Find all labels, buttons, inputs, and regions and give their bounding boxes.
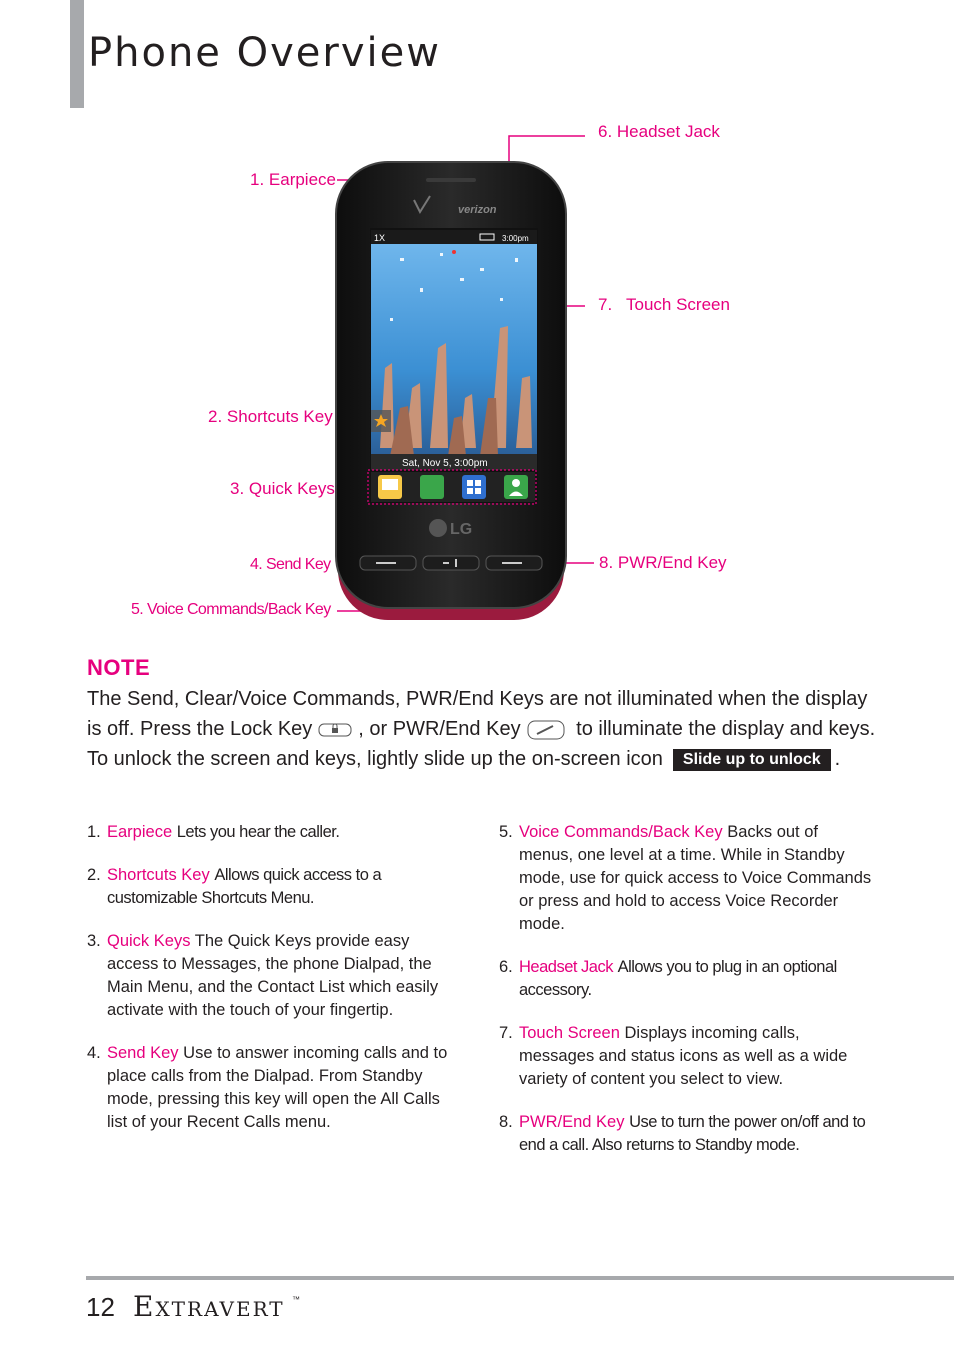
- item-name: Touch Screen: [519, 1024, 620, 1042]
- list-item: [499, 1022, 874, 1091]
- item-number: 5.: [499, 823, 513, 841]
- items-left-column: [87, 821, 457, 1154]
- item-name: Send Key: [107, 1044, 179, 1062]
- list-item: [499, 1111, 874, 1157]
- status-signal: 1X: [374, 233, 386, 243]
- callout-pwr-end-key: 8. PWR/End Key: [599, 553, 727, 572]
- trademark-symbol: ™: [292, 1295, 300, 1304]
- item-description: Displays incoming calls, messages and status icons as well as a wide variety of content you select to view.: [519, 1024, 848, 1088]
- note-text-part3: to illuminate the display and keys. To unlock the screen and keys, lightly slide up the on-screen icon: [87, 718, 876, 770]
- slide-to-unlock-badge: Slide up to unlock: [673, 749, 831, 771]
- item-number: 4.: [87, 1044, 101, 1062]
- item-number: 7.: [499, 1024, 513, 1042]
- carrier-logo: verizon: [458, 204, 497, 216]
- item-name: Earpiece: [107, 823, 173, 841]
- screen-date: Sat, Nov 5, 3:00pm: [402, 458, 488, 469]
- lock-key-icon: [318, 722, 352, 738]
- item-description: Backs out of menus, one level at a time. While in Standby mode, use for quick access to Voice Commands or press and hold to access Voice Recorder mode.: [519, 823, 872, 933]
- phone-brand: LG: [450, 521, 473, 538]
- list-item: [499, 956, 874, 1002]
- note-text-part4: .: [834, 748, 841, 770]
- item-name: Shortcuts Key: [107, 866, 210, 884]
- callout-voice-back-key: 5. Voice Commands/Back Key: [131, 601, 331, 618]
- phone-illustration: [330, 158, 572, 620]
- item-number: 1.: [87, 823, 101, 841]
- item-description: The Quick Keys provide easy access to Messages, the phone Dialpad, the Main Menu, and the Contact List which easily activate with the touch of your fingertip.: [107, 932, 439, 1019]
- page-title: Phone Overview: [88, 30, 441, 76]
- item-description: Use to answer incoming calls and to place calls from the Dialpad. From Standby mode, pressing this key will open the All Calls list of your Recent Calls menu.: [107, 1044, 448, 1131]
- callout-send-key: 4. Send Key: [250, 556, 331, 573]
- item-number: 2.: [87, 866, 101, 884]
- list-item: [87, 1042, 457, 1134]
- page-number: 12: [86, 1292, 115, 1322]
- callout-shortcuts-key: 2. Shortcuts Key: [208, 407, 333, 426]
- callout-earpiece: 1. Earpiece: [250, 170, 336, 189]
- item-name: Quick Keys: [107, 932, 191, 950]
- note-text-part1: The Send, Clear/Voice Commands, PWR/End Keys are not illuminated when the display is off. Press the Lock Key: [87, 688, 868, 740]
- note-text: [87, 684, 887, 774]
- callout-touch-screen: Touch Screen: [626, 295, 730, 314]
- list-item: [499, 821, 874, 936]
- list-item: [87, 864, 457, 910]
- item-description: Allows you to plug in an optional accessory.: [519, 958, 837, 999]
- pwr-end-key-icon: [527, 719, 565, 741]
- footer-rule: [86, 1276, 954, 1280]
- note-text-part2: , or PWR/End Key: [358, 718, 521, 740]
- item-description: Allows quick access to a customizable Shortcuts Menu.: [107, 866, 382, 907]
- item-description: Lets you hear the caller.: [176, 823, 340, 841]
- list-item: [87, 930, 457, 1022]
- status-time: 3:00pm: [502, 234, 529, 243]
- items-right-column: [499, 821, 874, 1177]
- footer-brand: Extravert: [133, 1290, 285, 1323]
- item-description: Use to turn the power on/off and to end a call. Also returns to Standby mode.: [519, 1113, 866, 1154]
- callout-headset-jack: 6. Headset Jack: [598, 122, 720, 141]
- item-number: 3.: [87, 932, 101, 950]
- item-name: PWR/End Key: [519, 1113, 625, 1131]
- item-name: Headset Jack: [519, 958, 613, 976]
- item-number: 6.: [499, 958, 513, 976]
- item-name: Voice Commands/Back Key: [519, 823, 723, 841]
- list-item: [87, 821, 457, 844]
- callout-quick-keys: 3. Quick Keys: [230, 479, 335, 498]
- callout-touch-screen-number: 7.: [598, 295, 613, 314]
- item-number: 8.: [499, 1113, 513, 1131]
- note-heading: NOTE: [87, 655, 151, 680]
